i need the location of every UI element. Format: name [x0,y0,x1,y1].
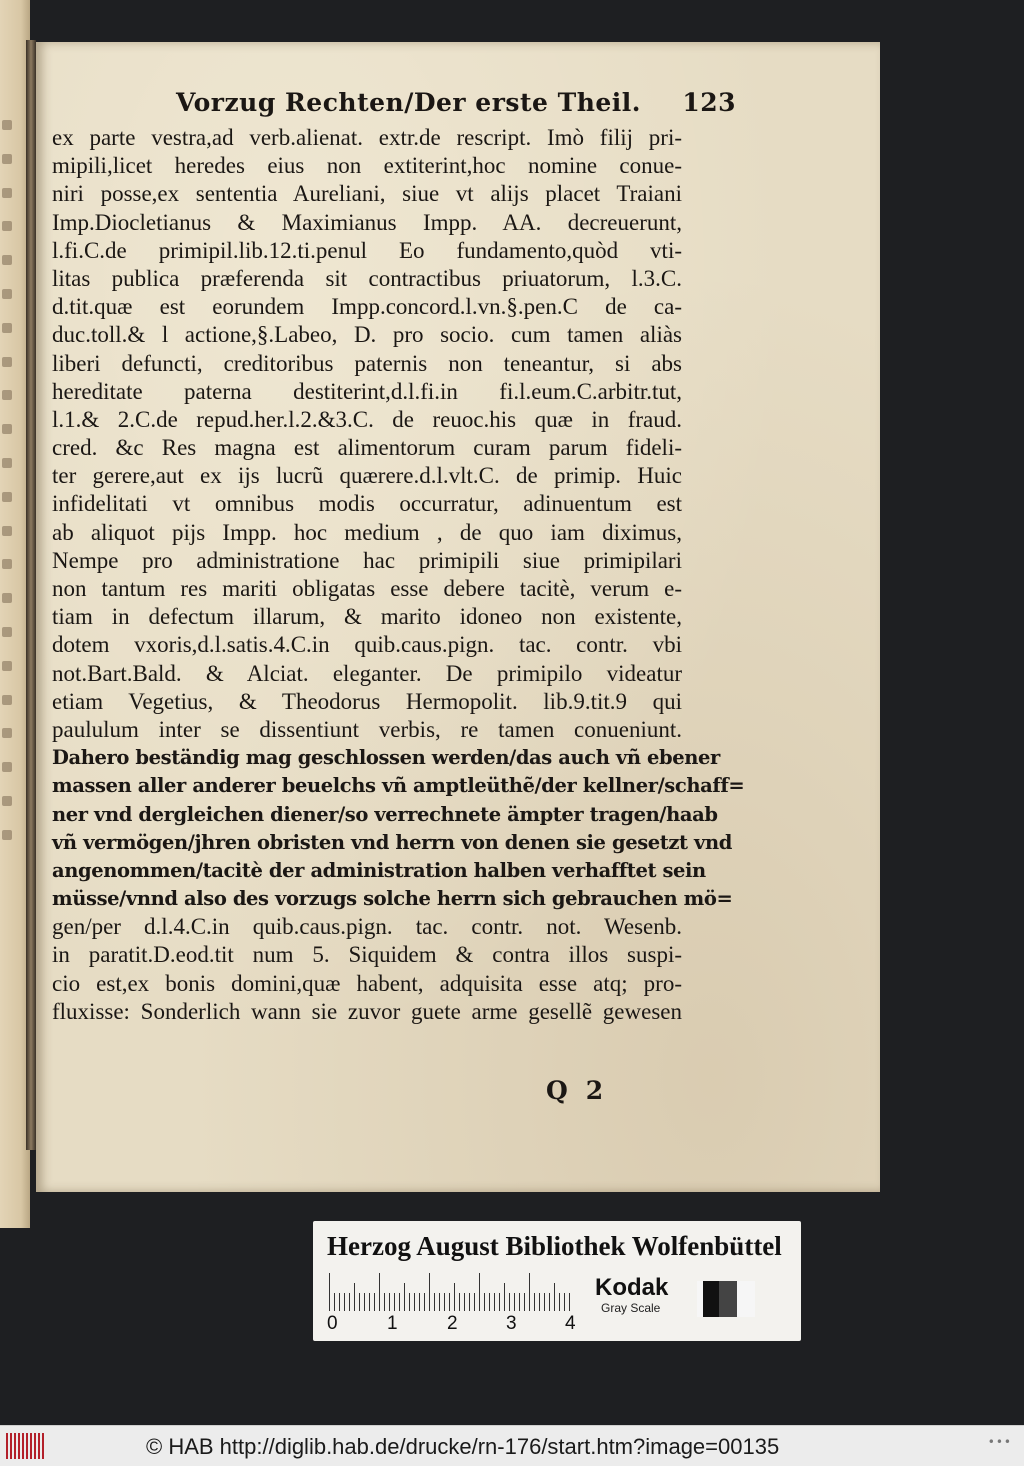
text-line: paululum inter se dissentiunt verbis, re tamen conueniunt. [52,716,682,742]
measurement-ruler [329,1269,579,1311]
text-line: cred. &c Res magna est alimentorum curam parum fideli- [52,435,682,461]
text-line: müsse/vnnd also des vorzugs solche herrn sich gebrauchen mö= [52,887,733,911]
ruler-tick [559,1293,560,1311]
text-line: non tantum res mariti obligatas esse debere tacitè, verum e- [52,576,682,601]
ruler-tick [379,1273,380,1311]
ruler-tick [564,1293,565,1311]
adjacent-page-mark [2,661,12,671]
copyright-link[interactable]: © HAB http://diglib.hab.de/drucke/rn-176/start.htm?image=00135 [146,1434,780,1459]
ruler-tick [334,1293,335,1311]
signature-number: 2 [585,1076,604,1105]
ruler-tick [344,1293,345,1311]
book-page [36,42,880,1192]
ruler-tick [554,1283,555,1311]
gray-patch [737,1281,755,1317]
adjacent-page-mark [2,593,12,603]
ruler-tick [339,1293,340,1311]
adjacent-page-mark [2,492,12,502]
ruler-tick [524,1293,525,1311]
ruler-tick [504,1283,505,1311]
adjacent-page-mark [2,154,12,164]
text-line: ex parte vestra,ad verb.alienat. extr.de rescript. Imò filij pri- [52,125,682,150]
ruler-tick [544,1293,545,1311]
ruler-tick [369,1293,370,1311]
ruler-tick [414,1293,415,1311]
ruler-tick [529,1273,530,1311]
ruler-tick [439,1293,440,1311]
text-line: ab aliquot pijs Impp. hoc medium , de quo iam diximus, [52,519,682,545]
ruler-tick [354,1283,355,1311]
text-line: infidelitati vt omnibus modis occurratur, adinuentum est [52,491,682,517]
adjacent-page-mark [2,559,12,569]
adjacent-page-mark [2,526,12,536]
ruler-tick [444,1293,445,1311]
adjacent-page-mark [2,357,12,367]
kodak-subtitle: Gray Scale [601,1301,661,1315]
ruler-tick [519,1293,520,1311]
running-head-title: Vorzug Rechten/Der erste Theil. [176,88,641,117]
page-number: 123 [682,88,736,117]
ruler-tick [359,1293,360,1311]
adjacent-page-mark [2,255,12,265]
signature-mark [546,1076,636,1108]
ruler-tick [534,1293,535,1311]
text-line: vñ vermögen/jhren obristen vnd herrn von denen sie gesetzt vnd [52,830,732,854]
text-line: litas publica præferenda sit contractibus priuatorum, l.3.C. [52,265,682,291]
text-line: etiam Vegetius, & Theodorus Hermopolit. lib.9.tit.9 qui [52,688,682,714]
text-line: hereditate paterna destiterint,d.l.fi.in fi.l.eum.C.arbitr.tut, [52,378,682,404]
ruler-tick [434,1293,435,1311]
text-line: tiam in defectum illarum, & marito idoneo non existente, [52,604,682,630]
ruler-tick [399,1293,400,1311]
text-line: l.fi.C.de primipil.lib.12.ti.penul Eo fundamento,quòd vti- [52,237,682,263]
ruler-tick [429,1273,430,1311]
text-line: not.Bart.Bald. & Alciat. eleganter. De primipilo videatur [52,660,682,686]
ruler-tick [489,1293,490,1311]
text-line: Dahero beständig mag geschlossen werden/das auch vñ ebener [52,746,720,770]
ruler-tick [404,1283,405,1311]
adjacent-page-mark [2,762,12,772]
text-line: l.1.& 2.C.de repud.her.l.2.&3.C. de reuoc.his quæ in fraud. [52,406,682,432]
ruler-tick [459,1293,460,1311]
ruler-tick [384,1293,385,1311]
adjacent-page-mark [2,289,12,299]
gray-patch [719,1281,737,1317]
text-line: fluxisse: Sonderlich wann sie zuvor guete arme gesellẽ gewesen [52,998,682,1024]
gray-patch [703,1281,719,1317]
ruler-number: 4 [565,1313,576,1334]
adjacent-page-mark [2,120,12,130]
adjacent-page-mark [2,323,12,333]
adjacent-page-mark [2,390,12,400]
adjacent-page-marks [2,120,28,840]
ruler-number: 0 [327,1313,338,1334]
ruler-tick [499,1293,500,1311]
ruler-tick [509,1293,510,1311]
ruler-tick [569,1293,570,1311]
ruler-tick [474,1293,475,1311]
ruler-tick [549,1293,550,1311]
kodak-label [595,1275,695,1315]
ruler-tick [329,1273,330,1311]
adjacent-page-mark [2,728,12,738]
ruler-tick [394,1293,395,1311]
text-line: massen aller anderer beuelchs vñ amptleüthẽ/der kellner/schaff= [52,774,745,798]
library-name: Herzog August Bibliothek Wolfenbüttel [327,1231,782,1261]
ruler-tick [424,1293,425,1311]
ruler-tick [389,1293,390,1311]
ruler-tick [374,1293,375,1311]
ruler-tick [539,1293,540,1311]
text-line: angenommen/tacitè der administration halben verhafftet sein [52,858,706,882]
ruler-tick [514,1293,515,1311]
adjacent-page-mark [2,695,12,705]
ruler-number: 3 [506,1313,517,1334]
text-line: dotem vxoris,d.l.satis.4.C.in quib.caus.pign. tac. contr. vbi [52,632,682,658]
ruler-numbers [313,1313,603,1339]
more-icon[interactable]: ••• [987,1435,1012,1449]
adjacent-page-mark [2,424,12,434]
adjacent-page-mark [2,188,12,198]
text-line: ter gerere,aut ex ijs lucrũ quærere.d.l.vlt.C. de primip. Huic [52,463,682,489]
ruler-tick [364,1293,365,1311]
text-line: mipili,licet heredes eius non extiterint,hoc nomine conue- [52,153,682,179]
library-scale-card [313,1221,801,1341]
text-line: d.tit.quæ est eorundem Impp.concord.l.vn.§.pen.C de ca- [52,294,682,320]
adjacent-page-mark [2,627,12,637]
ruler-number: 1 [387,1313,398,1334]
hab-logo[interactable] [6,1433,46,1459]
gray-scale-patches [697,1281,757,1317]
ruler-tick [469,1293,470,1311]
text-line: gen/per d.l.4.C.in quib.caus.pign. tac. contr. not. Wesenb. [52,914,682,940]
text-line: in paratit.D.eod.tit num 5. Siquidem & contra illos suspi- [52,942,682,968]
text-line: ner vnd dergleichen diener/so verrechnete ämpter tragen/haab [52,802,718,826]
text-line: Nempe pro administratione hac primipili siue primipilari [52,547,682,573]
ruler-tick [494,1293,495,1311]
ruler-tick [419,1293,420,1311]
text-line: duc.toll.& l actione,§.Labeo, D. pro socio. cum tamen aliàs [52,322,682,348]
catchword: Q [546,1076,568,1105]
running-head [176,88,736,120]
ruler-tick [454,1283,455,1311]
adjacent-page-mark [2,221,12,231]
viewer-footer [0,1425,1024,1466]
text-line: niri posse,ex sententia Aureliani, siue vt alijs placet Traiani [52,181,682,207]
ruler-tick [479,1273,480,1311]
text-line: liberi defuncti, creditoribus paternis non teneantur, si abs [52,350,682,376]
text-line: cio est,ex bonis domini,quæ habent, adquisita esse atq; pro- [52,970,682,996]
adjacent-page-mark [2,458,12,468]
text-line: Imp.Diocletianus & Maximianus Impp. AA. decreuerunt, [52,209,682,235]
ruler-tick [464,1293,465,1311]
adjacent-page-mark [2,830,12,840]
ruler-tick [349,1293,350,1311]
ruler-tick [449,1293,450,1311]
ruler-tick [484,1293,485,1311]
kodak-brand: Kodak [595,1274,669,1301]
adjacent-page-mark [2,796,12,806]
text-block [52,124,745,1026]
book-spine [26,40,36,1150]
ruler-number: 2 [447,1313,458,1334]
ruler-tick [409,1293,410,1311]
